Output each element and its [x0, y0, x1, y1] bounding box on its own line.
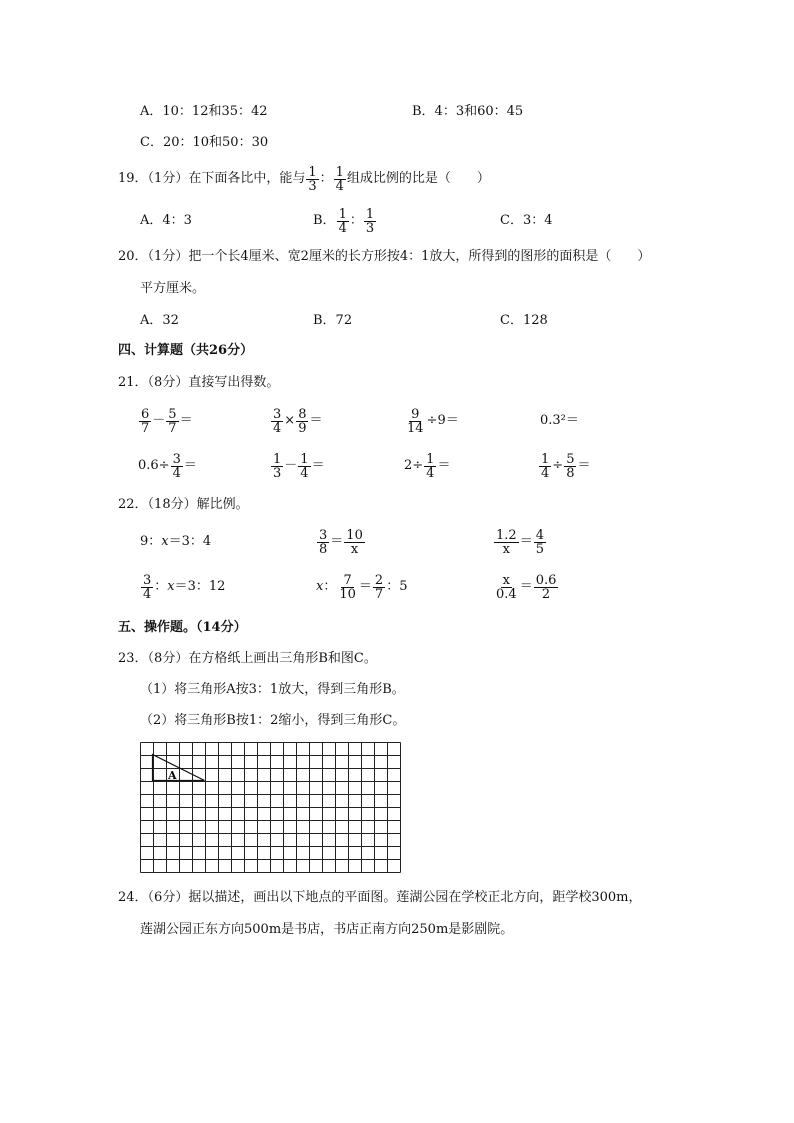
- section-5-title: 五、操作题。（14分）: [118, 620, 247, 635]
- q19-stem-prefix: 19．（1分）在下面各比中，能与: [118, 171, 306, 186]
- q22-problem-6: $\frac{x}{0.4}$ ＝ $\frac{0.6}{2}$: [496, 572, 557, 602]
- q19-fraction-1: $\frac{1}{3}$: [308, 164, 317, 194]
- q23-sub-1: （1）将三角形A按3：1放大，得到三角形B。: [140, 682, 405, 697]
- q18-option-b: B．4：3和60：45: [412, 104, 524, 119]
- triangle-a-label: A: [168, 769, 177, 782]
- q18-option-a: A．10：12和35：42: [140, 104, 268, 119]
- q19-option-c: C．3：4: [500, 213, 553, 228]
- q24-line-2: 莲湖公园正东方向500m是书店，书店正南方向250m是影剧院。: [140, 922, 514, 937]
- q19-option-a: A．4：3: [140, 213, 192, 228]
- q21-expr-1: $\frac{6}{7}$ － $\frac{5}{7}$ ＝: [141, 406, 193, 436]
- q22-problem-4: $\frac{3}{4}$ ： x ＝3：12: [143, 572, 226, 602]
- q22-problem-2: $\frac{3}{8}$ ＝ $\frac{10}{x}$: [319, 527, 363, 557]
- q21-stem: 21．（8分）直接写出得数。: [118, 375, 280, 390]
- grid-lines: [141, 743, 401, 873]
- q23-sub-2: （2）将三角形B按1：2缩小，得到三角形C。: [140, 713, 406, 728]
- q19-option-b: B． $\frac{1}{4}$ ： $\frac{1}{3}$: [313, 206, 375, 236]
- q20-line-2: 平方厘米。: [140, 281, 206, 296]
- q21-expr-3: $\frac{9}{14}$ ÷9＝: [407, 406, 459, 436]
- q19-colon: ：: [319, 171, 333, 186]
- q23-stem: 23．（8分）在方格纸上画出三角形B和图C。: [118, 651, 377, 666]
- q21-expr-5: 0.6÷ $\frac{3}{4}$ ＝: [138, 451, 197, 481]
- q20-line-1: 20．（1分）把一个长4厘米、宽2厘米的长方形按4：1放大，所得到的图形的面积是（ ）: [118, 249, 651, 264]
- q22-problem-3: $\frac{1.2}{x}$ ＝ $\frac{4}{5}$: [496, 527, 544, 557]
- q19-stem: [118, 162, 490, 196]
- grid-paper: [140, 742, 406, 874]
- q20-option-a: A．32: [140, 313, 179, 328]
- q21-expr-2: $\frac{3}{4}$ × $\frac{8}{9}$ ＝: [273, 406, 323, 436]
- q19-stem-suffix: 组成比例的比是（ ）: [346, 171, 490, 186]
- q24-line-1: 24．（6分）据以描述，画出以下地点的平面图。莲湖公园在学校正北方向，距学校300m，: [118, 890, 642, 905]
- q19-fraction-2: $\frac{1}{4}$: [335, 164, 344, 194]
- q18-option-c: C．20：10和50：30: [140, 135, 269, 150]
- q21-expr-4: 0.3²＝: [540, 413, 579, 428]
- triangle-a: [153, 755, 205, 781]
- q20-option-b: B．72: [313, 313, 353, 328]
- q21-expr-8: $\frac{1}{4}$ ÷ $\frac{5}{8}$ ＝: [541, 451, 591, 481]
- q20-option-c: C．128: [500, 313, 548, 328]
- section-4-title: 四、计算题（共26分）: [118, 343, 254, 358]
- q21-expr-7: 2÷ $\frac{1}{4}$ ＝: [404, 451, 451, 481]
- q22-problem-5: x ： $\frac{7}{10}$ ＝ $\frac{2}{7}$ ：5: [316, 572, 408, 602]
- q22-problem-1: 9： x ＝3：4: [140, 534, 212, 549]
- q22-stem: 22．（18分）解比例。: [118, 497, 249, 512]
- q21-expr-6: $\frac{1}{3}$ － $\frac{1}{4}$ ＝: [273, 451, 325, 481]
